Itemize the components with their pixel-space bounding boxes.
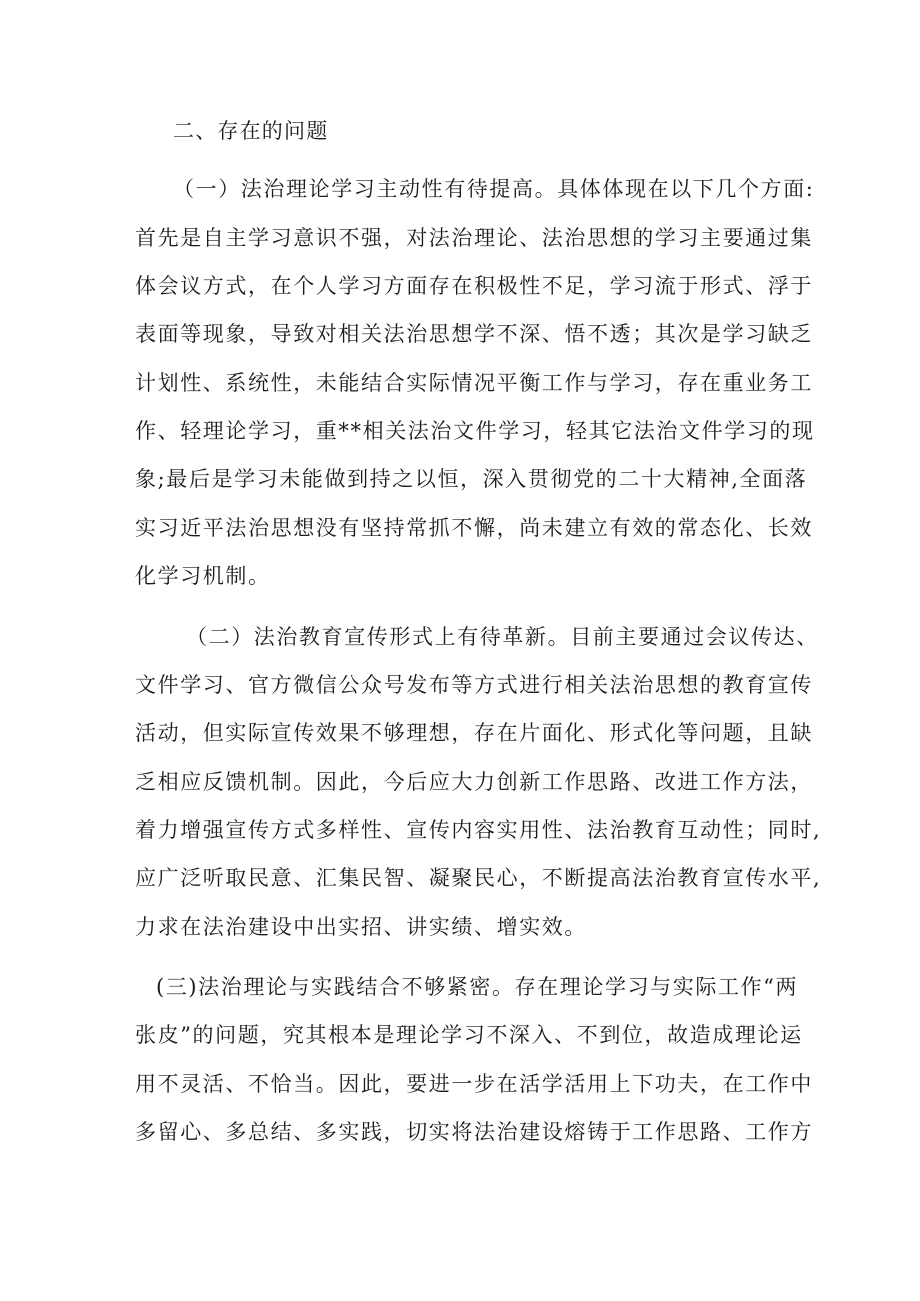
paragraph-line: 体会议方式，在个人学习方面存在积极性不足，学习流于形式、浮于 [135,274,813,298]
paragraph-line: 表面等现象，导致对相关法治思想学不深、悟不透；其次是学习缺乏 [135,322,813,346]
paragraph-line: (三)法治理论与实践结合不够紧密。存在理论学习与实际工作“两 [156,975,799,999]
paragraph-line: 着力增强宣传方式多样性、宣传内容实用性、法治教育互动性；同时, [135,818,822,842]
paragraph-line: （二）法治教育宣传形式上有待革新。目前主要通过会议传达、 [186,625,819,649]
paragraph-line: 作、轻理论学习，重**相关法治文件学习，轻其它法治文件学习的现 [135,419,815,443]
paragraph-line: 力求在法治建设中出实招、讲实绩、增实效。 [135,915,587,939]
paragraph-line: （一）法治理论学习主动性有待提高。具体体现在以下几个方面: [173,177,815,201]
paragraph-line: 应广泛听取民意、汇集民智、凝聚民心，不断提高法治教育宣传水平, [135,866,822,890]
paragraph-line: 象;最后是学习未能做到持之以恒，深入贯彻党的二十大精神,全面落 [135,467,808,491]
paragraph-line: 多留心、多总结、多实践，切实将法治建设熔铸于工作思路、工作方 [135,1120,813,1144]
paragraph-line: 张皮”的问题，究其根本是理论学习不深入、不到位，故造成理论运 [135,1023,803,1047]
paragraph-line: 活动，但实际宣传效果不够理想，存在片面化、形式化等问题，且缺 [135,721,813,745]
paragraph-line: 化学习机制。 [135,564,271,588]
paragraph-line: 用不灵活、不恰当。因此，要进一步在活学活用上下功夫，在工作中 [135,1072,813,1096]
paragraph-line: 首先是自主学习意识不强，对法治理论、法治思想的学习主要通过集 [135,226,813,250]
section-heading: 二、存在的问题 [173,119,329,143]
paragraph-line: 乏相应反馈机制。因此，今后应大力创新工作思路、改进工作方法， [135,770,813,794]
paragraph-line: 实习近平法治思想没有坚持常抓不懈，尚未建立有效的常态化、长效 [135,516,813,540]
paragraph-line: 计划性、系统性，未能结合实际情况平衡工作与学习，存在重业务工 [135,371,813,395]
paragraph-line: 文件学习、官方微信公众号发布等方式进行相关法治思想的教育宣传 [135,673,813,697]
